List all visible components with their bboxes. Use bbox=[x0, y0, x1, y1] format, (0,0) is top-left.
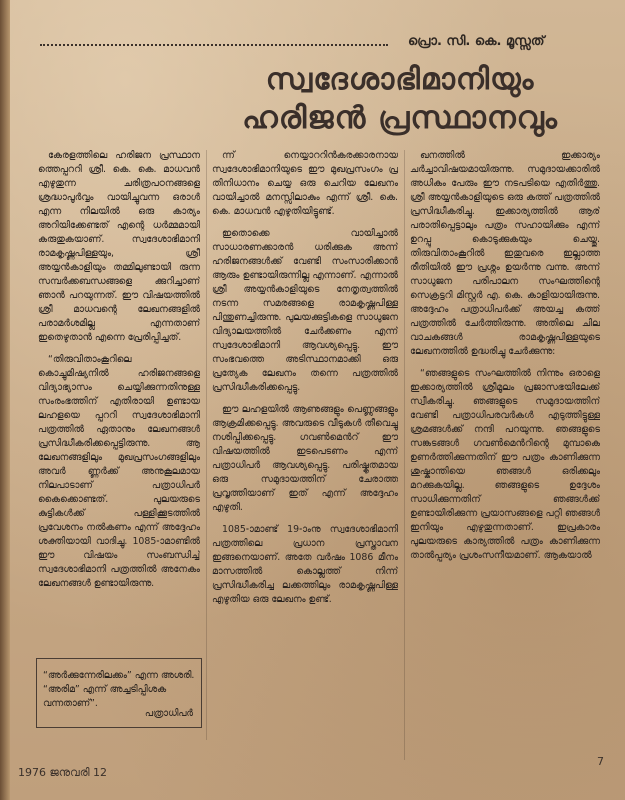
column-divider bbox=[404, 150, 405, 760]
headline-line-1: സ്വദേശാഭിമാനിയും bbox=[265, 62, 535, 97]
paragraph: ഈ ലഹളയിൽ ആണുങ്ങളും പെണ്ണുങ്ങളും ആക്രമിക്കപ്പെട്ടു. അവരുടെ വീടുകൾ തീവെച്ചു നശിപ്പിക്കപ്പെട്ടു. ഗവൺമെൻറ് ഈ വിഷയത്തിൽ ഇടപെടണം എന്ന് പത്രാധിപർ ആവശ്യപ്പെട്ടു. പരിഷ്കൃതമായ ഒരു സമുദായത്തിന് ചേരാത്ത പ്രവൃത്തിയാണ് ഇത് എന്ന് അദ്ദേഹം എഴുതി. bbox=[212, 404, 398, 513]
header-dotted-rule bbox=[40, 44, 388, 46]
column-divider bbox=[206, 150, 207, 740]
page-binding-edge bbox=[0, 0, 10, 800]
headline-line-2: ഹരിജൻ പ്രസ്ഥാനവും bbox=[242, 100, 558, 136]
correction-note-box bbox=[36, 658, 202, 728]
author-byline: പ്രൊ. സി. കെ. മൂസ്സത് bbox=[408, 34, 545, 49]
paragraph: ഖനത്തിൽ ഇക്കാര്യം ചർച്ചാവിഷയമായിരുന്നു. സമുദായക്കാരിൽ അധികം പേരും ഈ നടപടിയെ എതിർത്തു. ശ്രീ അയ്യൻകാളിയുടെ ഒരു കത്ത് പത്രത്തിൽ പ്രസിദ്ധീകരിച്ചു. ഇക്കാര്യത്തിൽ ആര് പരാതിപ്പെട്ടാലും പത്രം സഹായിക്കും എന്ന് ഉറപ്പു കൊടുക്കുകയും ചെയ്തു. തിരുവിതാംകൂറിൽ ഇതുവരെ ഇല്ലാത്ത രീതിയിൽ ഈ പ്രശ്നം ഉയർന്നു വന്നു. അന്ന് സാധുജന പരിപാലന സംഘത്തിന്റെ സെക്രട്ടറി മിസ്റ്റർ എ. കെ. കാളിയായിരുന്നു. അദ്ദേഹം പത്രാധിപർക്ക് അയച്ച കത്ത് പത്രത്തിൽ ചേർത്തിരുന്നു. അതിലെ ചില വാചകങ്ങൾ രാമകൃഷ്ണപിള്ളയുടെ ലേഖനത്തിൽ ഉദ്ധരിച്ചു ചേർക്കുന്നു: bbox=[410, 150, 600, 357]
paragraph: ഇതൊക്കെ വായിച്ചാൽ സാധാരണക്കാരൻ ധരിക്കുക അന്ന് ഹരിജനങ്ങൾക്ക് വേണ്ടി സംസാരിക്കാൻ ആരും ഉണ്ടായിരുന്നില്ല എന്നാണ്. എന്നാൽ ശ്രീ അയ്യൻകാളിയുടെ നേതൃത്വത്തിൽ നടന്ന സമരങ്ങളെ രാമകൃഷ്ണപിള്ള പിന്തുണച്ചിരുന്നു. പുലയക്കുട്ടികളെ സാധുജന വിദ്യാലയത്തിൽ ചേർക്കണം എന്ന് സ്വദേശാഭിമാനി ആവശ്യപ്പെട്ടു. ഈ സംഭവത്തെ അടിസ്ഥാനമാക്കി ഒരു പ്രത്യേക ലേഖനം തന്നെ പത്രത്തിൽ പ്രസിദ്ധീകരിക്കപ്പെട്ടു. bbox=[212, 228, 398, 393]
paragraph: “തിരുവിതാംകൂറിലെ കൊച്ചുമിഷ്യനിൽ ഹരിജനങ്ങളെ വിദ്യാഭ്യാസം ചെയ്യിക്കുന്നതിനുള്ള സംരംഭത്തിന് എതിരായി ഉണ്ടായ ലഹളയെ പ്പററി സ്വദേശാഭിമാനി പത്രത്തിൽ ഏതാനും ലേഖനങ്ങൾ പ്രസിദ്ധീകരിക്കപ്പെട്ടിരുന്നു. ആ ലേഖനങ്ങളിലും മുഖപ്രസംഗങ്ങളിലും അവർ ണ്ണർക്ക് അനുകൂലമായ നിലപാടാണ് പത്രാധിപർ കൈക്കൊണ്ടത്. പുലയരുടെ കുട്ടികൾക്ക് പള്ളിക്കൂടത്തിൽ പ്രവേശനം നൽകണം എന്ന് അദ്ദേഹം ശക്തിയായി വാദിച്ചു. 1085-ാമാണ്ടിൽ ഈ വിഷയം സംബന്ധിച്ച് സ്വദേശാഭിമാനി പത്രത്തിൽ അനേകം ലേഖനങ്ങൾ ഉണ്ടായിരുന്നു. bbox=[38, 354, 200, 589]
page-number: 7 bbox=[597, 755, 604, 768]
issue-date: 1976 ജനുവരി 12 bbox=[18, 766, 108, 779]
paragraph: കേരളത്തിലെ ഹരിജന പ്രസ്ഥാന ത്തെപ്പററി ശ്രീ. കെ. കെ. മാധവൻ എഴുതുന്ന ചരിത്രപഠനങ്ങളെ ശ്രദ്ധാപൂർവ്വം വായിച്ചുവന്ന ഒരാൾ എന്ന നിലയിൽ ഒരു കാര്യം അറിയിക്കേണ്ടത് എന്റെ ധർമ്മമായി കരുതുകയാണ്. സ്വദേശാഭിമാനി രാമകൃഷ്ണപിള്ളയും, ശ്രീ അയ്യൻകാളിയും തമ്മിലുണ്ടായി രുന്ന സമ്പർക്കബന്ധങ്ങളെ ക്കുറിച്ചാണ് ഞാൻ പറയുന്നത്. ഈ വിഷയത്തിൽ ശ്രീ മാധവന്റെ ലേഖനങ്ങളിൽ പരാമർശമില്ല എന്നതാണ് ഇതെഴുതാൻ എന്നെ പ്രേരിപ്പിച്ചത്. bbox=[38, 150, 200, 343]
paragraph: 1085-ാമാണ്ട് 19-ാംനു സ്വദേശാഭിമാനി പത്രത്തിലെ പ്രധാന പ്രസ്താവന ഇങ്ങനെയാണ്. അതേ വർഷം 1086 മീനം മാസത്തിൽ കൊല്ലത്ത് നിന്ന് പ്രസിദ്ധീകരിച്ച ലക്കത്തിലും രാമകൃഷ്ണപിള്ള എഴുതിയ ഒരു ലേഖനം ഉണ്ട്. bbox=[212, 524, 398, 605]
correction-note-signature: പത്രാധിപർ bbox=[144, 708, 193, 719]
article-column-2 bbox=[212, 149, 398, 749]
correction-note-text: “അർക്കുന്നേരിലക്കം” എന്ന അശരി. “അരിമ” എന്ന് അച്ചടിപ്പിശക വന്നതാണ്”. bbox=[43, 670, 195, 709]
paragraph: “ഞങ്ങളുടെ സംഘത്തിൽ നിന്നും ഒരാളെ ഇക്കാര്യത്തിൽ ശ്രീമൂലം പ്രജാസഭയിലേക്ക് സ്വീകരിച്ചു. ഞങ്ങളുടെ സമുദായത്തിന് വേണ്ടി പത്രാധിപരവർകൾ എടുത്തിട്ടുള്ള ശ്രമങ്ങൾക്ക് നന്ദി പറയുന്നു. ഞങ്ങളുടെ സങ്കടങ്ങൾ ഗവൺമെൻറിന്റെ മുമ്പാകെ ഉണർത്തിക്കുന്നതിന് ഈ പത്രം കാണിക്കുന്ന ശുഷ്കാന്തിയെ ഞങ്ങൾ ഒരിക്കലും മറക്കുകയില്ല. ഞങ്ങളുടെ ഉദ്ദേശം സാധിക്കുന്നതിന് ഞങ്ങൾക്ക് ഉണ്ടായിരിക്കുന്ന പ്രയാസങ്ങളെ പറ്റി ഞങ്ങൾ ഇനിയും എഴുതുന്നതാണ്. ഇപ്രകാരം പുലയരുടെ കാര്യത്തിൽ പത്രം കാണിക്കുന്ന താൽപ്പര്യം പ്രശംസനീയമാണ്. ആകയാൽ bbox=[410, 368, 600, 561]
paragraph: ന്ന് നെയ്യാററിൻകരക്കാരനായ സ്വദേശാഭിമാനിയുടെ ഈ മുഖപ്രസംഗം പ്ര തിനിധാനം ചെയ്യ ഒരു ചെറിയ ലേഖനം വായിച്ചാൽ മനസ്സിലാകും എന്ന് ശ്രീ. കെ. കെ. മാധവൻ എഴുതിയിട്ടുണ്ട്. bbox=[212, 150, 398, 217]
article-column-1 bbox=[38, 149, 200, 644]
article-column-3 bbox=[410, 149, 600, 764]
